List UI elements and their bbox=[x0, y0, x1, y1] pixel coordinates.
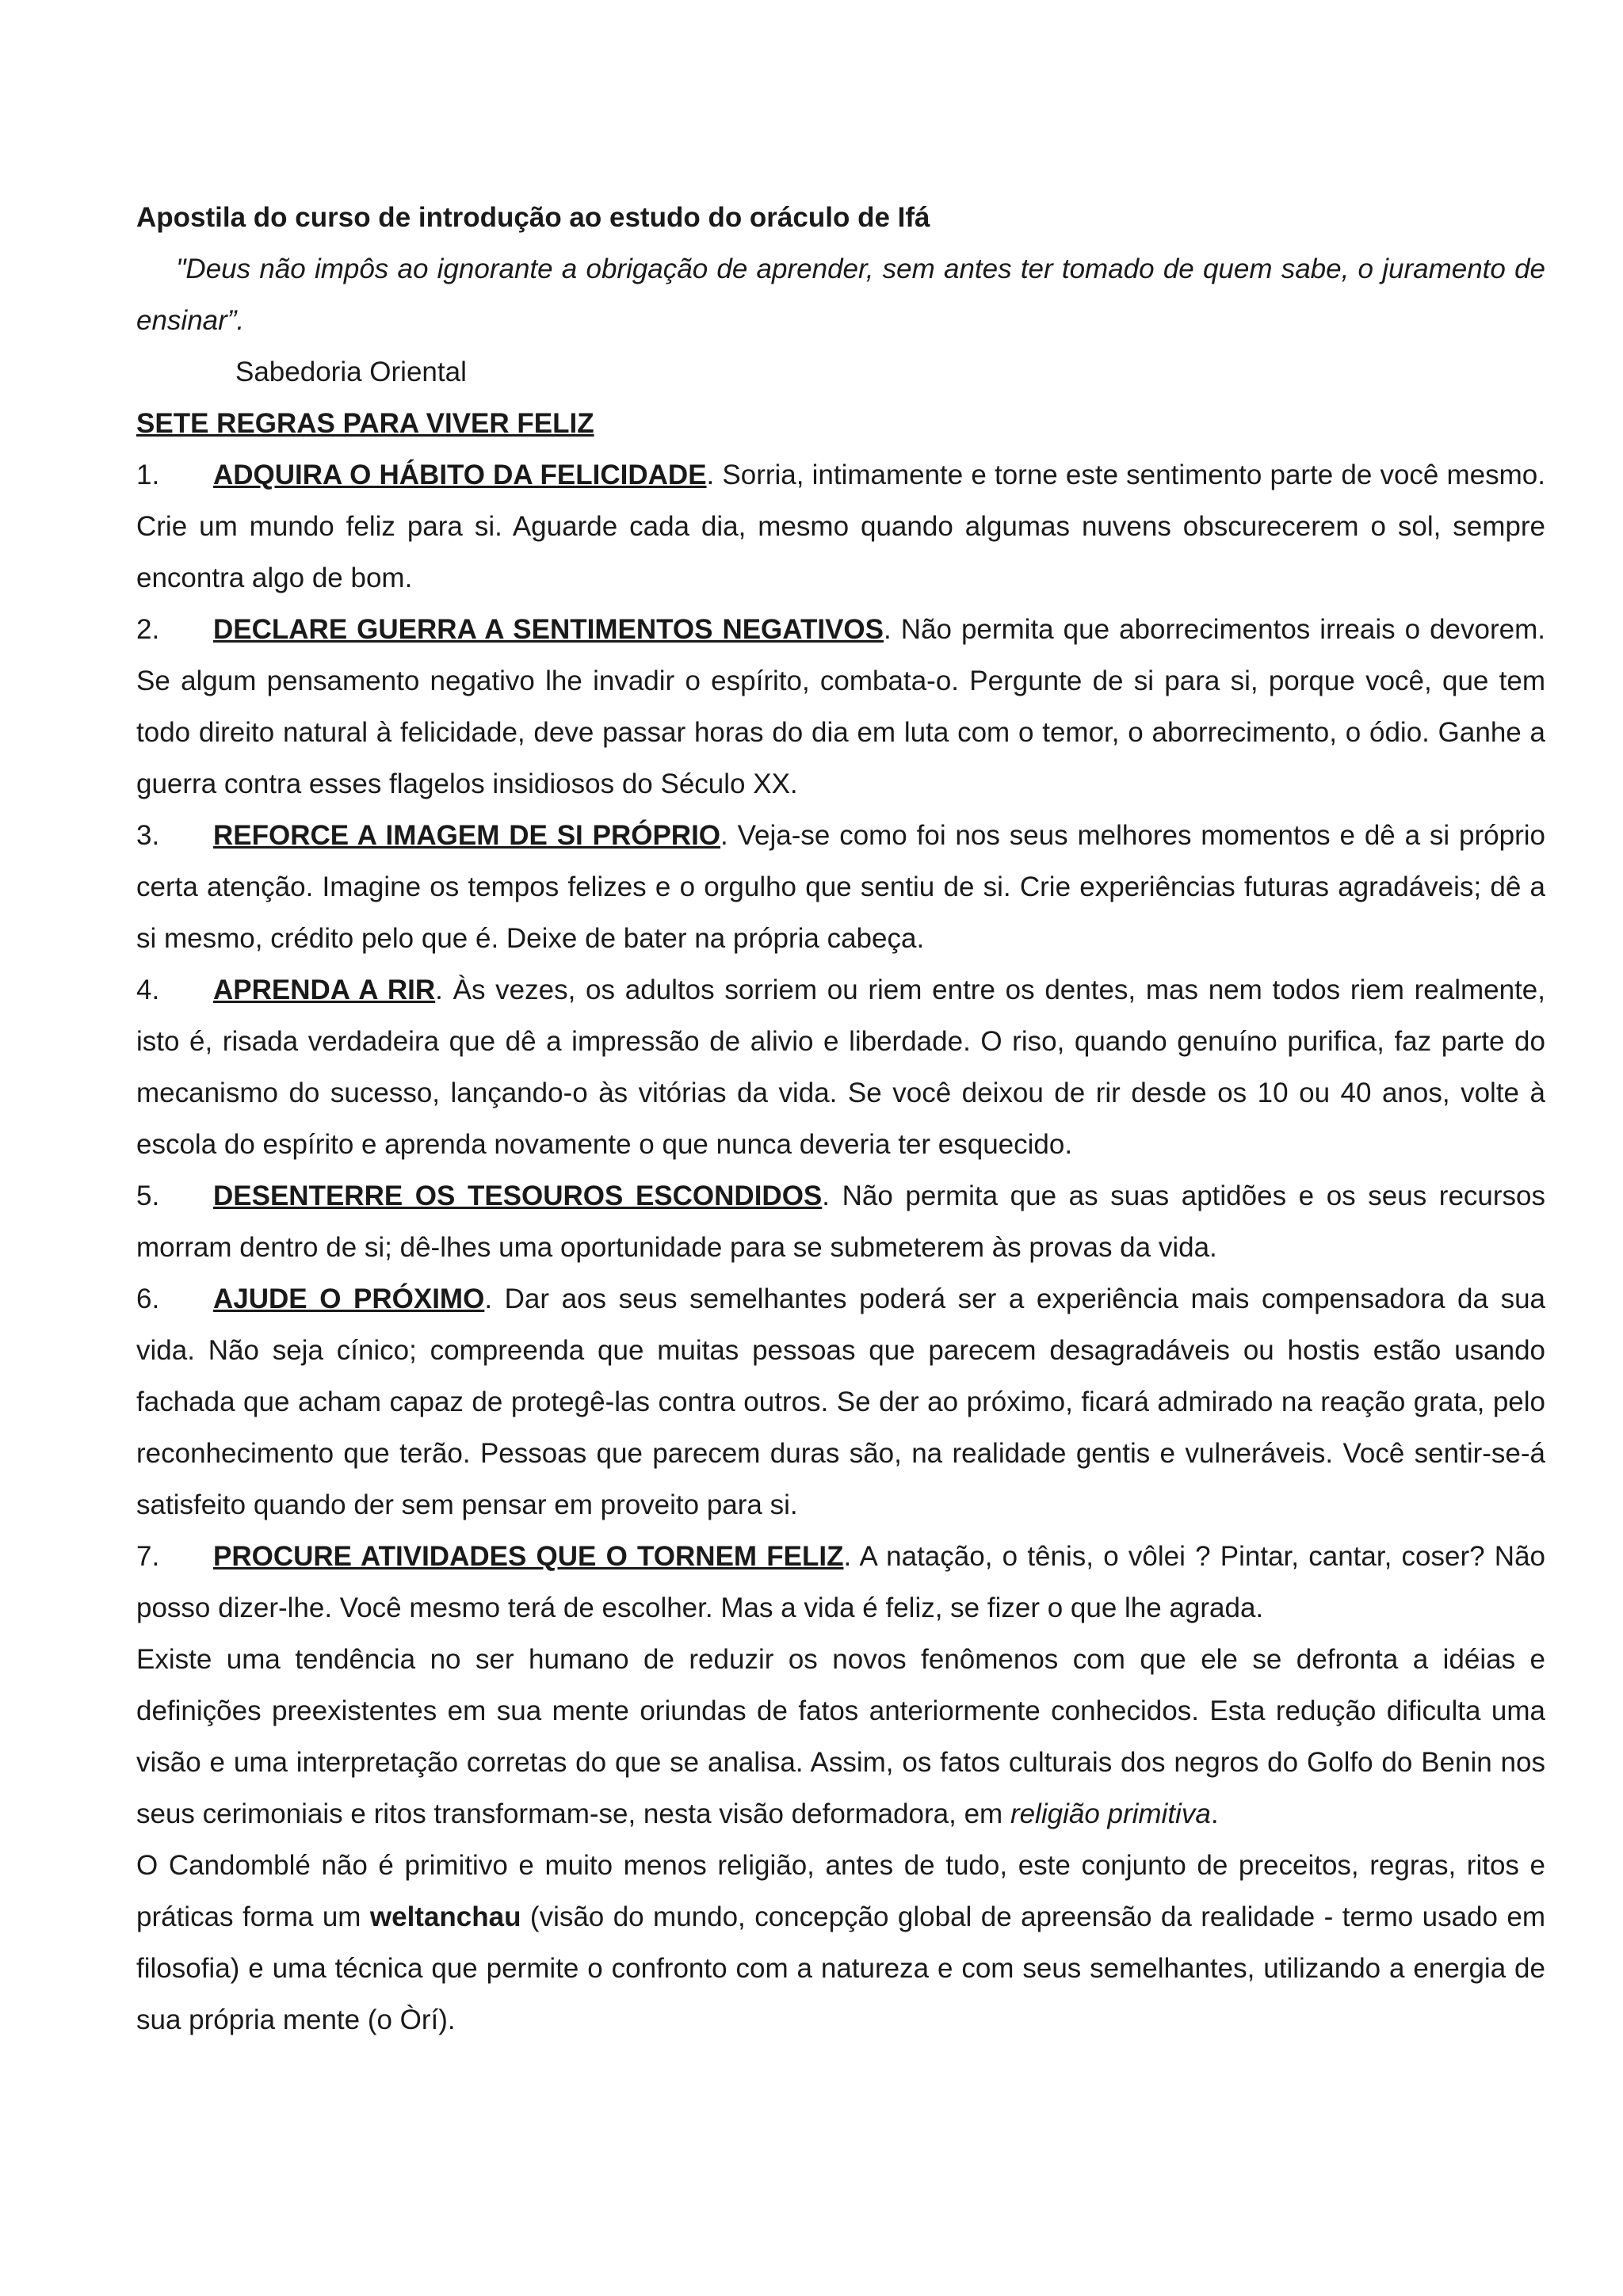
rule-text: . Não permita que aborrecimentos irreais o devorem. Se algum pensamento negativo lhe invadir o espírito, combata-o. Pergunte de si para si, porque você, que tem todo direito natural à felicidade, deve passar horas do dia em luta com o temor, o aborrecimento, o ódio. Ganhe a guerra contra esses flagelos insidiosos do Século XX. bbox=[136, 614, 1545, 799]
rule-title: AJUDE O PRÓXIMO bbox=[213, 1283, 485, 1314]
rule-text: . Às vezes, os adultos sorriem ou riem entre os dentes, mas nem todos riem realmente, isto é, risada verdadeira que dê a impressão de alivio e liberdade. O riso, quando genuíno purifica, faz parte do mecanismo do sucesso, lançando-o às vitórias da vida. Se você deixou de rir desde os 10 ou 40 anos, volte à escola do espírito e aprenda novamente o que nunca deveria ter esquecido. bbox=[136, 974, 1545, 1160]
paragraph-text: O Candomblé não é primitivo e muito menos religião, antes de tudo, este conjunto de preceitos, regras, ritos e práticas forma um bbox=[136, 1850, 1545, 1932]
document-page bbox=[136, 192, 1545, 2046]
rule-title: ADQUIRA O HÁBITO DA FELICIDADE bbox=[213, 460, 707, 490]
rule-title: PROCURE ATIVIDADES QUE O TORNEM FELIZ bbox=[213, 1541, 844, 1572]
rule-item bbox=[136, 810, 1545, 964]
rule-text: . Dar aos seus semelhantes poderá ser a experiência mais compensadora da sua vida. Não seja cínico; compreenda que muitas pessoas que parecem desagradáveis ou hostis estão usando fachada que acham capaz de protegê-las contra outros. Se der ao próximo, ficará admirado na reação grata, pelo reconhecimento que terão. Pessoas que parecem duras são, na realidade gentis e vulneráveis. Você sentir-se-á satisfeito quando der sem pensar em proveito para si. bbox=[136, 1283, 1545, 1520]
rule-item bbox=[136, 1273, 1545, 1531]
rule-number: 7. bbox=[136, 1541, 160, 1572]
rule-item bbox=[136, 1531, 1545, 1634]
paragraph-emphasis: religião primitiva bbox=[1010, 1798, 1211, 1829]
rule-number: 3. bbox=[136, 820, 160, 851]
rule-item bbox=[136, 604, 1545, 810]
paragraph-end: . bbox=[1210, 1798, 1219, 1829]
rule-number: 5. bbox=[136, 1180, 160, 1211]
paragraph-text: (visão do mundo, concepção global de apreensão da realidade - termo usado em filosofia) e uma técnica que permite o confronto com a natureza e com seus semelhantes, utilizando a energia de sua própria mente (o Òrí). bbox=[136, 1901, 1546, 2035]
rule-number: 2. bbox=[136, 614, 160, 645]
rule-number: 4. bbox=[136, 974, 160, 1005]
body-paragraph bbox=[136, 1634, 1545, 1840]
paragraph-term: weltanchau bbox=[369, 1901, 521, 1932]
rule-title: REFORCE A IMAGEM DE SI PRÓPRIO bbox=[213, 820, 721, 851]
rule-title: DESENTERRE OS TESOUROS ESCONDIDOS bbox=[213, 1180, 823, 1211]
rule-title: APRENDA A RIR bbox=[213, 974, 436, 1005]
rule-number: 6. bbox=[136, 1283, 160, 1314]
rule-item bbox=[136, 1170, 1545, 1273]
rule-text: . Sorria, intimamente e torne este sentimento parte de você mesmo. Crie um mundo feliz para si. Aguarde cada dia, mesmo quando algumas nuvens obscurecerem o sol, sempre encontra algo de bom. bbox=[136, 460, 1545, 593]
document-title: Apostila do curso de introdução ao estudo do oráculo de Ifá bbox=[136, 202, 930, 233]
paragraph-text: Existe uma tendência no ser humano de reduzir os novos fenômenos com que ele se defronta a idéias e definições preexistentes em sua mente oriundas de fatos anteriormente conhecidos. Esta redução dificulta uma visão e uma interpretação corretas do que se analisa. Assim, os fatos culturais dos negros do Golfo do Benin nos seus cerimoniais e ritos transformam-se, nesta visão deformadora, em bbox=[136, 1644, 1545, 1829]
rule-item bbox=[136, 964, 1545, 1170]
rule-number: 1. bbox=[136, 460, 160, 490]
section-title: SETE REGRAS PARA VIVER FELIZ bbox=[136, 408, 594, 439]
rule-text: . Veja-se como foi nos seus melhores momentos e dê a si próprio certa atenção. Imagine os tempos felizes e o orgulho que sentiu de si. Crie experiências futuras agradáveis; dê a si mesmo, crédito pelo que é. Deixe de bater na própria cabeça. bbox=[136, 820, 1546, 954]
epigraph-quote: "Deus não impôs ao ignorante a obrigação de aprender, sem antes ter tomado de quem sabe, o juramento de ensinar”. bbox=[136, 254, 1545, 336]
rule-item bbox=[136, 449, 1545, 604]
rule-text: . Não permita que as suas aptidões e os seus recursos morram dentro de si; dê-lhes uma oportunidade para se submeterem às provas da vida. bbox=[136, 1180, 1546, 1263]
rule-text: . A natação, o tênis, o vôlei ? Pintar, cantar, coser? Não posso dizer-lhe. Você mesmo terá de escolher. Mas a vida é feliz, se fizer o que lhe agrada. bbox=[136, 1541, 1545, 1623]
body-paragraph bbox=[136, 1840, 1545, 2046]
rule-title: DECLARE GUERRA A SENTIMENTOS NEGATIVOS bbox=[213, 614, 884, 645]
epigraph-source: Sabedoria Oriental bbox=[235, 357, 467, 387]
